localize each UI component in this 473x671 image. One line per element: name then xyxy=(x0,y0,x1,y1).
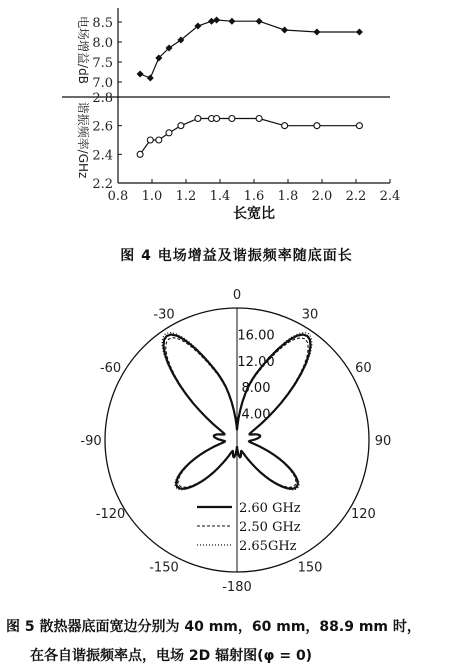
angle-label: 90 xyxy=(374,434,392,449)
lower-y-tick-label: 2.8 xyxy=(92,91,113,106)
lower-y-tick-label: 2.4 xyxy=(92,148,113,164)
x-tick-label: 2.2 xyxy=(345,189,367,204)
figure5-caption-line1: 图 5 散热器底面宽边分别为 40 mm，60 mm，88.9 mm 时， xyxy=(6,619,421,635)
legend-label: 2.60 GHz xyxy=(239,501,301,516)
angle-label: -180 xyxy=(222,580,252,595)
figure4-caption: 图 4 电场增益及谐振频率随底面长 xyxy=(120,248,353,264)
angle-label: -60 xyxy=(99,361,122,376)
upper-y-tick-label: 7.0 xyxy=(92,76,113,91)
x-tick-label: 1.2 xyxy=(175,189,197,204)
angle-label: 0 xyxy=(232,288,242,303)
x-tick-label: 1.4 xyxy=(209,189,231,204)
angle-label: -30 xyxy=(153,307,175,323)
x-tick-label: 2.0 xyxy=(311,189,333,204)
radial-label: 8.00 xyxy=(241,381,271,397)
angle-label: -150 xyxy=(149,560,179,576)
angle-label: 30 xyxy=(301,307,319,323)
upper-y-tick-label: 7.5 xyxy=(92,56,113,71)
x-tick-label: 1.8 xyxy=(277,189,299,204)
radial-label: 16.00 xyxy=(237,328,275,344)
legend-label: 2.50 GHz xyxy=(239,520,301,535)
x-tick-label: 1.0 xyxy=(141,189,163,204)
angle-label: 150 xyxy=(297,560,323,576)
upper-y-tick-label: 8.0 xyxy=(92,36,113,51)
angle-label: 60 xyxy=(355,361,372,376)
x-tick-label: 1.6 xyxy=(243,189,265,204)
upper-y-tick-label: 8.5 xyxy=(92,16,113,31)
x-tick-label: 2.4 xyxy=(379,189,401,204)
lower-y-label: 谐振频率/GHz xyxy=(76,101,90,179)
angle-label: -120 xyxy=(95,507,126,522)
legend-label: 2.65GHz xyxy=(239,539,297,554)
angle-label: 120 xyxy=(351,507,376,522)
radial-label: 12.00 xyxy=(237,354,275,370)
lower-y-tick-label: 2.2 xyxy=(92,177,113,192)
x-axis-label: 长宽比 xyxy=(233,206,275,222)
figure5-caption-line2: 在各自谐振频率点，电场 2D 辐射图(φ = 0) xyxy=(30,648,313,664)
x-tick-label: 0.8 xyxy=(107,189,129,204)
angle-label: -90 xyxy=(80,434,102,449)
lower-y-tick-label: 2.6 xyxy=(92,119,113,135)
polar-legend xyxy=(197,501,301,554)
upper-y-label: 电场增益/dB xyxy=(76,16,90,84)
radial-label: 4.00 xyxy=(241,407,271,423)
